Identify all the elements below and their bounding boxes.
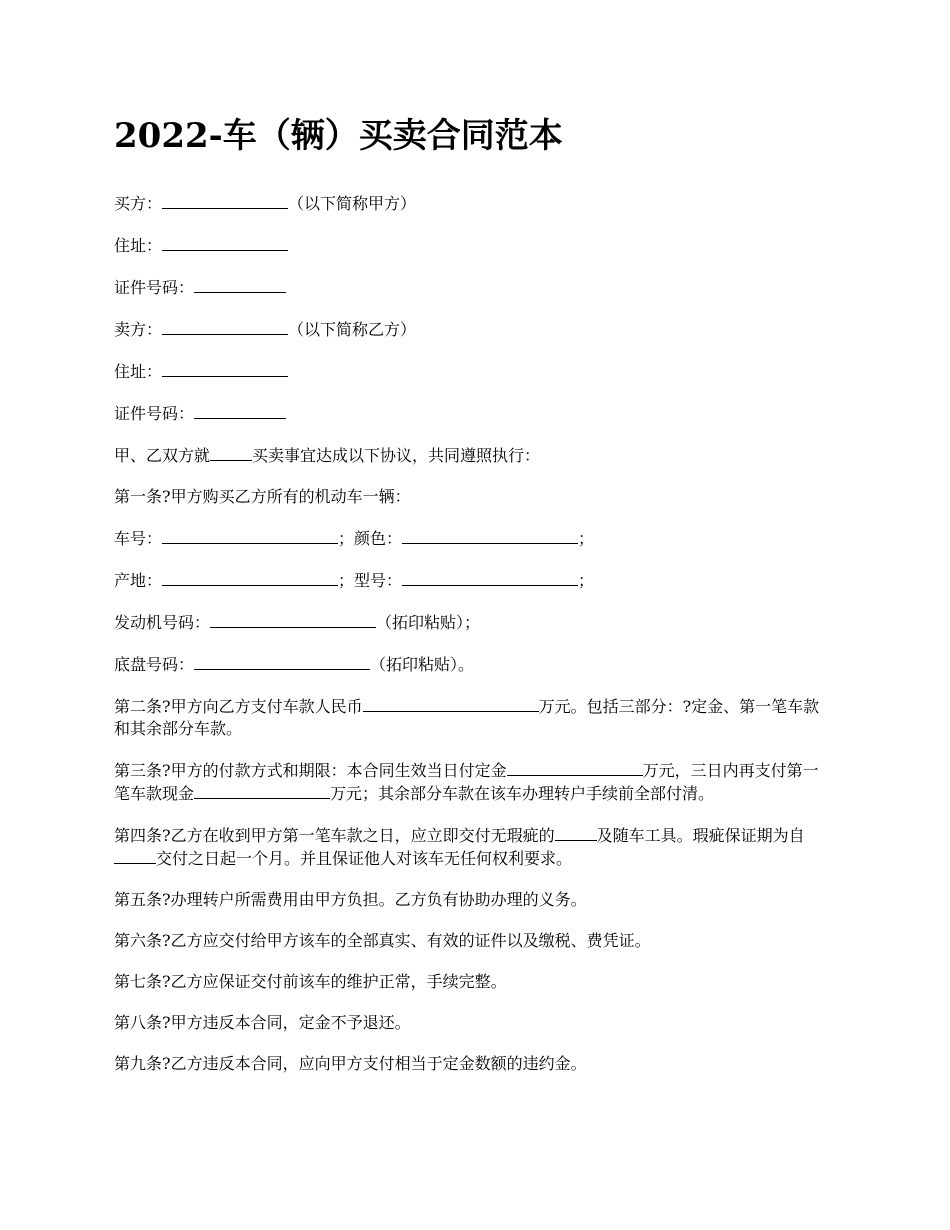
intro-before: 甲、乙双方就	[114, 446, 211, 465]
article-4-blank-1	[555, 824, 597, 841]
seller-address-label: 住址：	[114, 362, 163, 381]
origin-line	[114, 569, 834, 592]
model-blank	[402, 569, 578, 586]
intro-after: 买卖事宜达成以下协议，共同遵照执行：	[252, 446, 541, 465]
article-3	[114, 759, 834, 805]
article-9: 第九条?乙方违反本合同，应向甲方支付相当于定金数额的违约金。	[114, 1054, 587, 1073]
car-number-label: 车号：	[114, 529, 163, 548]
color-label: ；颜色：	[338, 529, 403, 548]
buyer-id-label: 证件号码：	[114, 278, 195, 297]
article-2-blank	[363, 695, 539, 712]
seller-blank	[162, 318, 288, 335]
seller-id-label: 证件号码：	[114, 404, 195, 423]
engine-suffix: （拓印粘贴）；	[376, 613, 481, 632]
chassis-label: 底盘号码：	[114, 655, 195, 674]
article-4-blank-2	[114, 847, 156, 864]
seller-id-blank	[194, 402, 286, 419]
buyer-address-line	[114, 234, 834, 257]
buyer-line	[114, 192, 834, 215]
article-3-after: 万元；其余部分车款在该车办理转户手续前全部付清。	[330, 784, 715, 803]
article-4-before: 第四条?乙方在收到甲方第一笔车款之日，应立即交付无瑕疵的	[114, 826, 555, 845]
article-4-middle: 及随车工具。瑕疵保证期为自	[596, 826, 805, 845]
color-blank	[402, 527, 578, 544]
article-4	[114, 824, 834, 870]
engine-blank	[210, 611, 376, 628]
intro-paragraph	[114, 444, 834, 467]
seller-line	[114, 318, 834, 341]
article-3-before: 第三条?甲方的付款方式和期限：本合同生效当日付定金	[114, 761, 507, 780]
buyer-address-blank	[162, 234, 288, 251]
article-2	[114, 695, 834, 740]
article-3-middle: 万元，三日内再支付第一笔车款现金	[114, 761, 819, 803]
buyer-suffix: （以下简称甲方）	[288, 194, 417, 213]
origin-end: ；	[578, 571, 595, 590]
page-title: 2022-车（辆）买卖合同范本	[114, 116, 563, 156]
seller-suffix: （以下简称乙方）	[288, 320, 417, 339]
chassis-line	[114, 653, 834, 676]
document-page	[114, 110, 834, 1094]
car-number-line	[114, 527, 834, 550]
intro-blank	[210, 444, 252, 461]
article-2-after: 万元。包括三部分：?定金、第一笔车款和其余部分车款。	[114, 697, 820, 738]
seller-label: 卖方：	[114, 320, 163, 339]
buyer-blank	[162, 192, 288, 209]
engine-label: 发动机号码：	[114, 613, 211, 632]
article-6: 第六条?乙方应交付给甲方该车的全部真实、有效的证件以及缴税、费凭证。	[114, 931, 651, 950]
buyer-label: 买方：	[114, 194, 163, 213]
article-3-blank-1	[507, 759, 643, 776]
origin-label: 产地：	[114, 571, 163, 590]
article-5: 第五条?办理转户所需费用由甲方负担。乙方负有协助办理的义务。	[114, 890, 587, 909]
model-label: ；型号：	[338, 571, 403, 590]
article-3-blank-2	[194, 782, 330, 799]
chassis-suffix: （拓印粘贴）。	[370, 655, 475, 674]
article-7: 第七条?乙方应保证交付前该车的维护正常，手续完整。	[114, 972, 507, 991]
car-number-blank	[162, 527, 338, 544]
engine-line	[114, 611, 834, 634]
origin-blank	[162, 569, 338, 586]
chassis-blank	[194, 653, 370, 670]
buyer-address-label: 住址：	[114, 236, 163, 255]
seller-address-blank	[162, 360, 288, 377]
article-8: 第八条?甲方违反本合同，定金不予退还。	[114, 1013, 411, 1032]
seller-address-line	[114, 360, 834, 383]
car-number-end: ；	[578, 529, 595, 548]
article-1: 第一条?甲方购买乙方所有的机动车一辆：	[114, 487, 411, 506]
seller-id-line	[114, 402, 834, 425]
buyer-id-line	[114, 276, 834, 299]
buyer-id-blank	[194, 276, 286, 293]
article-4-after: 交付之日起一个月。并且保证他人对该车无任何权利要求。	[156, 849, 573, 868]
article-2-before: 第二条?甲方向乙方支付车款人民币	[114, 697, 363, 716]
